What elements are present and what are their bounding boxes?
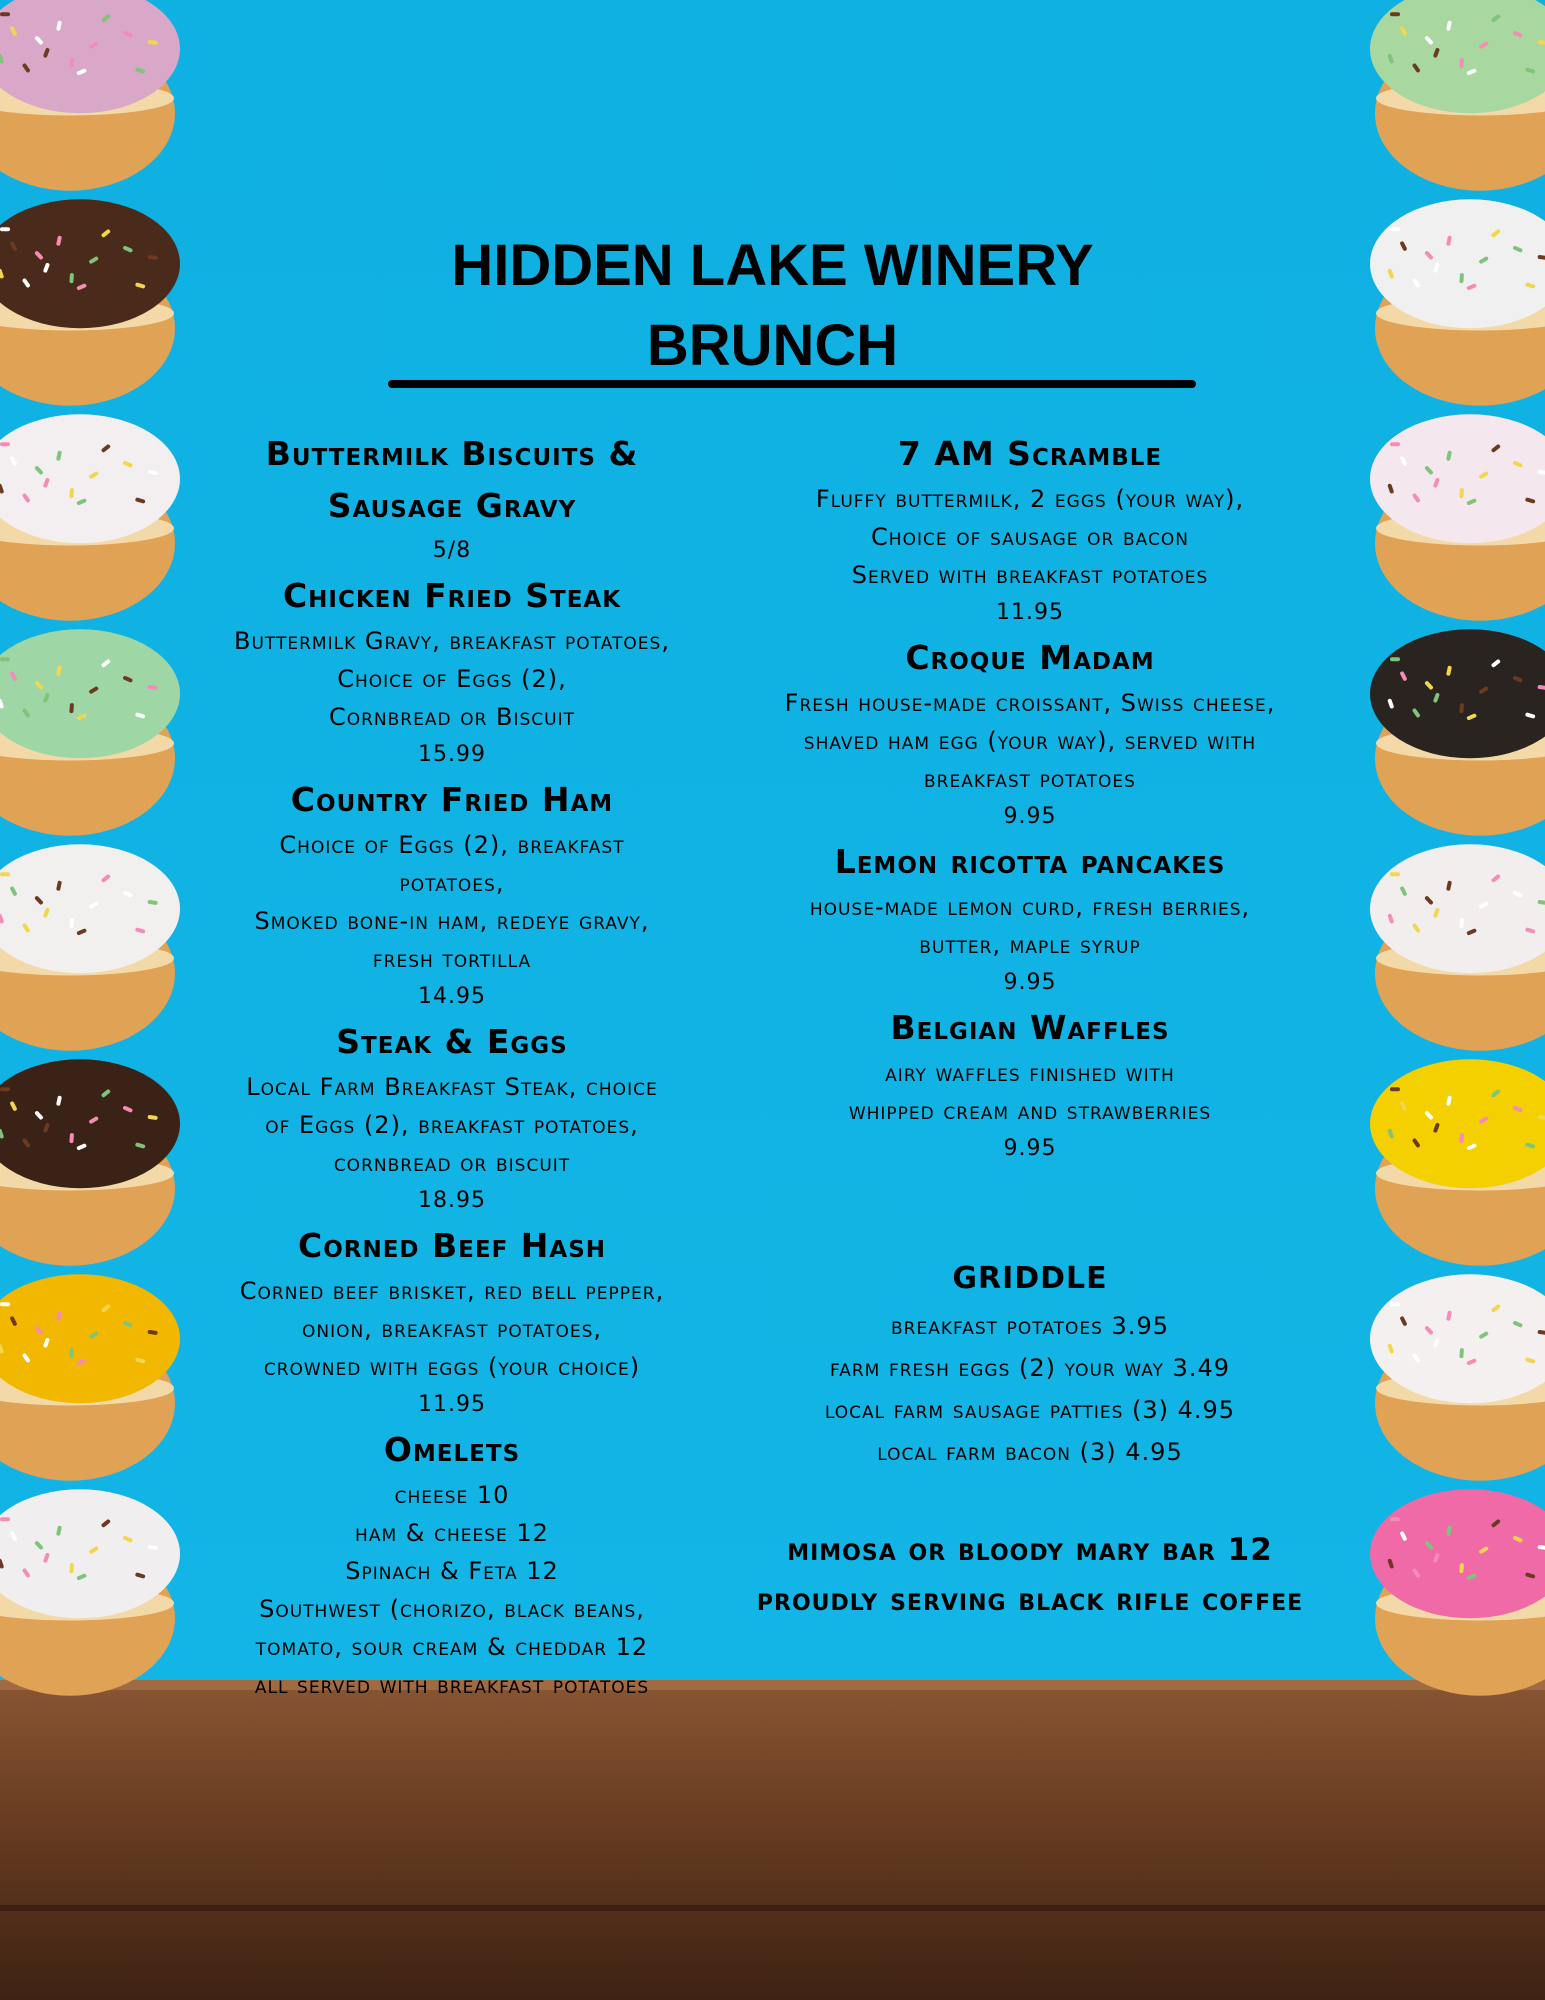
menu-title — [0, 226, 1545, 386]
item-title: Corned Beef Hash — [297, 1226, 607, 1265]
menu-item-omelets — [182, 1424, 722, 1704]
item-description: whipped cream and strawberries — [848, 1097, 1212, 1125]
donut-sprinkle — [1390, 1517, 1400, 1521]
donut-sprinkle — [0, 872, 10, 876]
item-description: Fresh house-made croissant, Swiss cheese, — [784, 689, 1276, 717]
item-title: Sausage Gravy — [327, 486, 577, 525]
mimosa-bar-line: mimosa or bloody mary bar 12 — [787, 1532, 1273, 1568]
title-line-2: BRUNCH — [646, 313, 899, 378]
item-description: of Eggs (2), breakfast potatoes, — [265, 1111, 639, 1139]
item-description: Southwest (chorizo, black beans, — [259, 1595, 645, 1623]
title-line-1: HIDDEN LAKE WINERY — [451, 233, 1094, 298]
item-description: Served with breakfast potatoes — [851, 561, 1209, 589]
item-price: 14.95 — [418, 984, 486, 1009]
item-description: Corned beef brisket, red bell pepper, — [239, 1277, 665, 1305]
donut-sprinkle — [1390, 872, 1400, 876]
menu-item-country-fried-ham — [182, 774, 722, 1016]
item-description: shaved ham egg (your way), served with — [803, 727, 1257, 755]
item-description: Choice of Eggs (2), — [337, 665, 567, 693]
item-description: fresh tortilla — [372, 945, 532, 973]
donut-sprinkle — [69, 58, 74, 68]
donut-sprinkle — [69, 488, 74, 498]
item-price: 11.95 — [996, 600, 1064, 625]
menu-item-lemon-pancakes — [720, 836, 1340, 1002]
griddle-item: farm fresh eggs (2) your way 3.49 — [830, 1354, 1230, 1382]
item-description: crowned with eggs (your choice) — [263, 1353, 641, 1381]
item-description: ham & cheese 12 — [355, 1519, 549, 1547]
donut-sprinkle — [0, 1087, 10, 1091]
item-description: potatoes, — [399, 869, 505, 897]
item-title: Steak & Eggs — [336, 1022, 568, 1061]
item-title: 7 AM Scramble — [897, 434, 1163, 473]
item-description: cheese 10 — [394, 1481, 510, 1509]
menu-section-griddle — [720, 1253, 1340, 1473]
item-description: airy waffles finished with — [885, 1059, 1175, 1087]
item-title: Country Fried Ham — [290, 780, 614, 819]
menu-extras — [720, 1525, 1340, 1625]
donut-sprinkle — [69, 1133, 74, 1143]
donut-sprinkle — [0, 1302, 10, 1306]
donut-sprinkle — [1390, 12, 1400, 16]
griddle-item: local farm sausage patties (3) 4.95 — [824, 1396, 1236, 1424]
donut-sprinkle — [69, 1563, 74, 1573]
item-title: Omelets — [383, 1430, 521, 1469]
donut-sprinkle — [0, 657, 10, 661]
item-title: Belgian Waffles — [890, 1008, 1170, 1047]
item-description: Buttermilk Gravy, breakfast potatoes, — [234, 627, 670, 655]
item-description: Local Farm Breakfast Steak, choice — [246, 1073, 658, 1101]
section-title: GRIDDLE — [952, 1261, 1108, 1296]
spacer — [720, 1168, 1340, 1253]
item-description: Spinach & Feta 12 — [345, 1557, 559, 1585]
donut-sprinkle — [1459, 58, 1464, 68]
donut-sprinkle — [1459, 1133, 1464, 1143]
donut-sprinkle — [69, 918, 74, 928]
donut-sprinkle — [0, 442, 10, 446]
donut-sprinkle — [1459, 703, 1464, 713]
donut-sprinkle — [1459, 1563, 1464, 1573]
donut-sprinkle — [1390, 657, 1400, 661]
item-price: 15.99 — [418, 742, 486, 767]
item-title: Chicken Fried Steak — [282, 576, 622, 615]
menu-item-chicken-fried-steak — [182, 570, 722, 774]
donut-sprinkle — [1459, 1348, 1464, 1358]
spacer — [720, 1473, 1340, 1525]
menu-item-corned-beef-hash — [182, 1220, 722, 1424]
donut-sprinkle — [0, 1517, 10, 1521]
item-price: 9.95 — [1003, 1136, 1057, 1161]
item-price: 11.95 — [418, 1392, 486, 1417]
griddle-item: local farm bacon (3) 4.95 — [877, 1438, 1183, 1466]
coffee-line: proudly serving black rifle coffee — [756, 1582, 1304, 1618]
menu-item-croque-madam — [720, 632, 1340, 836]
donut-sprinkle — [1459, 918, 1464, 928]
item-description: butter, maple syrup — [919, 931, 1141, 959]
item-title: Croque Madam — [905, 638, 1155, 677]
item-price: 9.95 — [1003, 970, 1057, 995]
item-price: 18.95 — [418, 1188, 486, 1213]
donut-sprinkle — [1459, 488, 1464, 498]
donut-sprinkle — [1390, 442, 1400, 446]
donut-sprinkle — [1390, 1302, 1400, 1306]
donut-sprinkle — [69, 1348, 74, 1358]
donut-sprinkle — [69, 703, 74, 713]
item-description: tomato, sour cream & cheddar 12 — [255, 1633, 649, 1661]
item-description: house-made lemon curd, fresh berries, — [809, 893, 1251, 921]
griddle-item: breakfast potatoes 3.95 — [890, 1312, 1169, 1340]
menu-item-scramble — [720, 428, 1340, 632]
item-description: Choice of sausage or bacon — [871, 523, 1189, 551]
item-description: Cornbread or Biscuit — [328, 703, 576, 731]
item-description: Choice of Eggs (2), breakfast — [279, 831, 625, 859]
item-title: Lemon ricotta pancakes — [834, 842, 1226, 881]
right-menu-column — [720, 428, 1340, 1625]
item-description: cornbread or biscuit — [333, 1149, 571, 1177]
item-price: 5/8 — [432, 538, 472, 563]
menu-item-belgian-waffles — [720, 1002, 1340, 1168]
item-description: breakfast potatoes — [924, 765, 1136, 793]
item-description: Fluffy buttermilk, 2 eggs (your way), — [815, 485, 1245, 513]
donut-sprinkle — [1390, 1087, 1400, 1091]
item-description: onion, breakfast potatoes, — [301, 1315, 603, 1343]
item-price: 9.95 — [1003, 804, 1057, 829]
donut-sprinkle — [0, 12, 10, 16]
item-description: all served with breakfast potatoes — [254, 1671, 650, 1699]
item-title: Buttermilk Biscuits & — [265, 434, 639, 473]
left-menu-column — [182, 428, 722, 1704]
item-description: Smoked bone-in ham, redeye gravy, — [254, 907, 650, 935]
menu-item-steak-eggs — [182, 1016, 722, 1220]
menu-item-biscuits — [182, 428, 722, 570]
title-underline — [388, 380, 1196, 388]
